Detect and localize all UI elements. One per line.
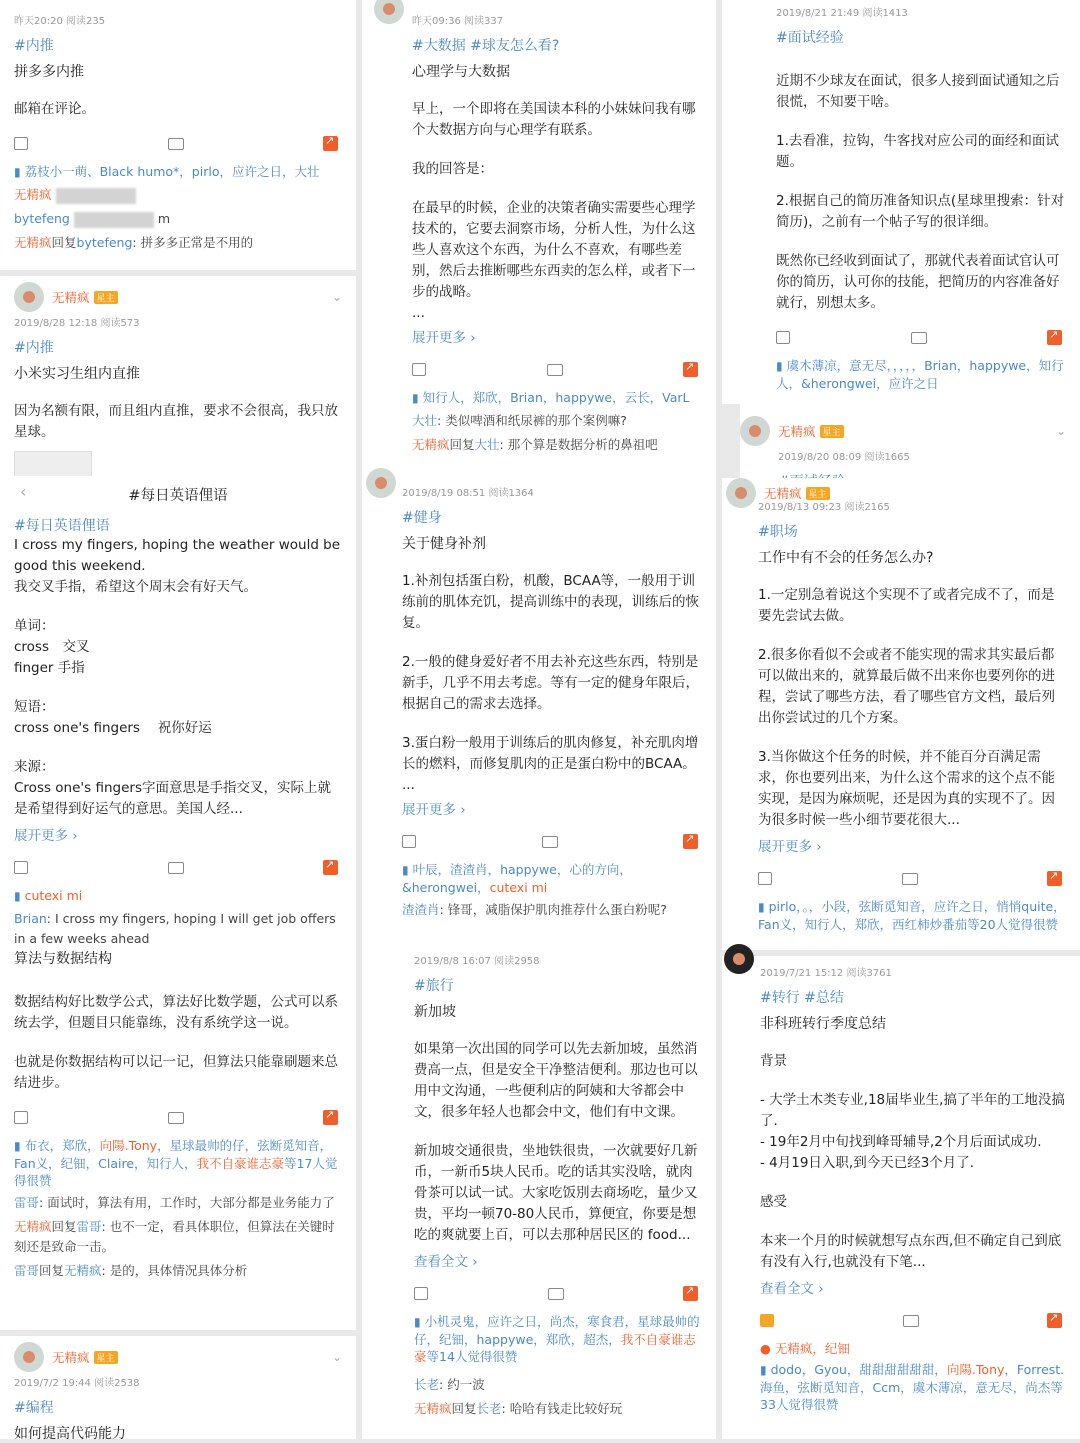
post-body: 近期不少球友在面试，很多人接到面试通知之后很慌，不知要干啥。 [776,73,1060,110]
post-body: 因为名额有限，而且组内直推，要求不会很高，我只放星球。 [14,403,338,440]
likes-list: ▮ cutexi mi [14,888,83,903]
owner-badge: 星主 [820,425,844,438]
post-actions [758,871,1066,886]
post-header [740,416,1066,446]
post-card-coding [0,1336,356,1442]
like-icon[interactable] [14,1111,28,1124]
post-header [14,1342,342,1372]
blurred-text [74,212,154,228]
comment-icon[interactable] [168,138,184,150]
thumb-up-icon: ▮ [758,900,765,914]
expand-more-link[interactable]: 展开更多 › [14,828,78,844]
post-tag[interactable]: #每日英语俚语 [14,518,110,534]
post-meta: 2019/8/13 09:23 阅读2165 [758,502,890,513]
post-card-interview [722,0,1080,404]
post-body: 1.一定别急着说这个实现不了或者完成不了，而是要先尝试去做。 [758,587,1055,624]
post-meta: 2019/8/8 16:07 阅读2958 [414,956,540,967]
post-body: 1.去看准，拉钩，牛客找对应公司的面经和面试题。 [776,133,1059,170]
like-icon[interactable] [758,872,772,885]
post-meta: 2019/7/2 19:44 阅读2538 [14,1378,140,1389]
owner-badge: 星主 [94,1351,118,1364]
comment: 大壮: 类似啤酒和纸尿裤的那个案例嘛? [412,413,627,428]
likes-top: ● 无精疯，纪钿 [760,1341,850,1356]
like-icon[interactable] [402,835,416,848]
comment: 无精疯回复长老: 哈哈有钱走比较好玩 [414,1401,623,1416]
post-meta: 昨天20:20 阅读235 [14,16,106,27]
post-body: 既然你已经收到面试了，那就代表着面试官认可你的简历，认可你的技能，把简历的内容准备好就行，别想太多。 [776,253,1060,311]
post-actions [776,330,1066,345]
post-actions [14,860,342,875]
ellipsis: ... [412,305,425,321]
post-tag[interactable]: #面试经验 [776,30,844,46]
share-icon[interactable] [1047,330,1062,345]
likes-list: ▮ pirlo，。，小段，弦断觅知音，应许之日，悄悄quite，Fan义，知行人，郑欣，西红柿炒番茄等20人觉得很赞 [758,899,1066,932]
post-tag[interactable]: #内推 [14,340,54,356]
avatar[interactable] [14,1342,44,1372]
comment-icon[interactable] [903,1315,919,1327]
comment: 无精疯 [14,185,342,205]
page-title: #每日英语俚语 [128,488,228,504]
post-body: 我的回答是： [412,161,493,177]
post-meta: 2019/8/28 12:18 阅读573 [14,318,140,329]
post-title: 非科班转行季度总结 [760,1016,886,1032]
share-icon[interactable] [683,362,698,377]
username[interactable]: 无精疯 [764,486,802,501]
share-icon[interactable] [1047,871,1062,886]
thumb-up-icon: ▮ [14,889,21,903]
post-title: 工作中有不会的任务怎么办? [758,550,934,566]
expand-more-link[interactable]: 展开更多 › [758,839,822,855]
vocab-label: 单词： [14,618,55,634]
post-body: 数据结构好比数学公式，算法好比数学题，公式可以系统去学，但题目只能靠练，没有系统学这一说。 [14,994,338,1031]
post-body: - 大学土木类专业,18届毕业生,搞了半年的工地没搞了. [760,1092,1065,1129]
post-actions [14,136,342,151]
comment: 无精疯回复大壮: 那个算是数据分析的鼻祖吧 [412,437,658,452]
comment: 无精疯回复雷哥: 也不一定，看具体职位，但算法在关键时刻还是致命一击。 [14,1219,335,1254]
post-body: 邮箱在评论。 [14,101,95,117]
thumb-up-icon: ▮ [402,863,409,877]
post-card-xiaomi [0,276,356,476]
post-meta: 2019/7/21 15:12 阅读3761 [760,968,892,979]
thumb-up-icon: ▮ [412,391,419,405]
post-card-interview-2 [740,404,1080,478]
post-tag[interactable]: #大数据 #球友怎么看? [412,38,560,54]
post-header [14,282,342,312]
username[interactable]: 无精疯 [52,290,90,305]
thumb-up-icon: ▮ [776,359,783,373]
post-body: 2.根据自己的简历准备知识点(星球里搜索：针对简历)，之前有一个帖子写的很详细。 [776,193,1065,230]
share-icon[interactable] [323,1110,338,1125]
post-tag[interactable]: #转行 #总结 [760,990,844,1006]
post-card-singapore [362,956,716,1439]
post-meta: 2019/8/20 08:09 阅读1665 [778,452,910,463]
page-header [14,476,342,513]
post-card-pdd [0,0,356,270]
likes-list: ▮ 虞木薄凉，意无尽，，，，，Brian，happywe，知行人，&herongwei，应许之日 [776,358,1064,391]
post-body: - 4月19日入职,到今天已经3个月了. [760,1155,975,1171]
avatar[interactable] [14,282,44,312]
ellipsis: ... [402,777,415,793]
comment-icon[interactable] [547,364,563,376]
comment: 无精疯回复bytefeng: 拼多多正常是不用的 [14,235,254,250]
vocab-item: cross 交叉 [14,639,90,655]
like-orange-icon: ● [760,1341,771,1356]
post-body: 本来一个月的时候就想写点东西,但不确定自己到底有没有入行,也就没有下笔... [760,1233,1062,1270]
post-actions [412,362,702,377]
username[interactable]: 无精疯 [778,424,816,439]
owner-badge: 星主 [94,291,118,304]
comment: 雷哥: 面试时，算法有用，工作时，大部分都是业务能力了 [14,1195,335,1210]
post-title: 心理学与大数据 [412,64,510,80]
post-body: 如果第一次出国的同学可以先去新加坡，虽然消费高一点，但是安全干净整洁便利。那边也可以用中文沟通，一些便利店的阿姨和大爷都会中文，很多年轻人也都会中文，他们有中文课。 [414,1041,698,1120]
post-title: 新加坡 [414,1004,456,1020]
post-card-algorithm [0,951,356,1330]
like-icon[interactable] [776,331,790,344]
section-heading: 感受 [760,1194,787,1210]
post-body: 2.一般的健身爱好者不用去补充这些东西，特别是新手，几乎不用去考虑。等有一定的健身年限后，根据自己的需求去选择。 [402,654,699,712]
expand-more-link[interactable]: 展开更多 › [402,802,466,818]
phrase-item: cross one's fingers 祝你好运 [14,720,212,736]
post-card-fitness [362,478,716,956]
like-icon[interactable] [14,137,28,150]
share-icon[interactable] [323,136,338,151]
post-title: 如何提高代码能力 [14,1426,126,1442]
view-full-link[interactable]: 查看全文 › [414,1254,478,1270]
likes-list: ▮ 荔枝小一萌、Black humo*，pirlo，应许之日，大壮 [14,164,320,179]
avatar[interactable] [724,944,754,974]
blurred-text [56,188,136,204]
comment-icon[interactable] [168,1112,184,1124]
post-tag[interactable]: #内推 [14,38,54,54]
vocab-item: finger 手指 [14,660,85,676]
post-body: 新加坡交通很贵，坐地铁很贵，一次就要好几新币，一新币5块人民币。吃的话其实没啥，就肉骨茶可以试一试。大家吃饭別去商场吃，量少又贵，平均一顿70-80人民币，算便宜，你要是想吃的爽就要上百，可以去那种居民区的 food... [414,1143,698,1243]
likes-list: ▮ 布衣，郑欣，向陽.Tony，星球最帅的仔，弦断觅知音，Fan义，纪钿，Claire，知行人，我不自豪谁志豪等17人觉得很赞 [14,1138,338,1188]
owner-badge: 星主 [806,487,830,500]
post-actions [402,834,702,849]
avatar[interactable] [740,416,770,446]
chevron-down-icon[interactable]: ⌄ [1055,424,1066,438]
comment-icon[interactable] [902,873,918,885]
source-text: Cross one's fingers字面意思是手指交叉，实际上就是希望得到好运气的意思。美国人经... [14,780,331,817]
post-meta: 2019/8/19 08:51 阅读1364 [402,488,534,499]
comment-icon[interactable] [168,862,184,874]
share-icon[interactable] [683,834,698,849]
expand-more-link[interactable]: 展开更多 › [412,330,476,346]
share-icon[interactable] [323,860,338,875]
share-icon[interactable] [683,1286,698,1301]
comment-icon[interactable] [548,1288,564,1300]
like-icon[interactable] [14,861,28,874]
post-tag[interactable]: #旅行 [414,978,454,994]
like-icon[interactable] [760,1314,774,1327]
likes-list: ▮ 知行人，郑欣，Brian，happywe，云长，VarL [412,390,690,405]
thumb-up-icon: ▮ [14,1139,21,1153]
comment: Brian: I cross my fingers, hoping I will get job offers in a few weeks ahead [14,911,336,946]
post-body: 3.蛋白粉一般用于训练后的肌肉修复，补充肌肉增长的燃料，而修复肌肉的正是蛋白粉中的BCAA。 [402,735,699,772]
thumb-up-icon: ▮ [760,1363,767,1377]
post-title: 小米实习生组内直推 [14,366,140,382]
post-body: 3.当你做这个任务的时候，并不能百分百满足需求，你也要列出来，为什么这个需求的这个点不能实现，是因为麻烦呢，还是因为真的实现不了。因为很多时候一些小细节要花很大... [758,749,1055,828]
post-card-english [0,476,356,956]
post-body-en: I cross my fingers, hoping the weather would be good this weekend. [14,537,341,574]
post-title: 算法与数据结构 [14,951,112,967]
post-body: 1.补剂包括蛋白粉，机酸，BCAA等，一般用于训练前的肌体充饥，提高训练中的表现，训练后的恢复。 [402,573,699,631]
comment: 雷哥回复无精疯: 是的，具体情况具体分析 [14,1263,248,1278]
post-tag[interactable]: #编程 [14,1400,54,1416]
likes-list: ▮ 叶辰，渣渣肖，happywe，心的方向，&herongwei，cutexi mi [402,862,632,895]
avatar[interactable] [726,478,756,508]
phrase-label: 短语： [14,699,55,715]
thumb-up-icon: ▮ [414,1315,421,1329]
post-title: 关于健身补剂 [402,536,486,552]
comment-icon[interactable] [542,836,558,848]
like-icon[interactable] [412,363,426,376]
post-body: 也就是你数据结构可以记一记，但算法只能靠刷题来总结进步。 [14,1054,338,1091]
post-body: 2.很多你看似不会或者不能实现的需求其实最后都可以做出来的，就算最后做不出来你也要列你的进程，尝试了哪些方法，看了哪些官方文档，最后列出你尝试过的几个方案。 [758,647,1055,726]
post-tag[interactable]: #健身 [402,510,442,526]
post-actions [14,1110,342,1125]
comment: 长老: 约一波 [414,1377,485,1392]
back-icon[interactable]: ‹ [20,482,27,501]
post-body-zh: 我交叉手指，希望这个周末会有好天气。 [14,579,257,595]
share-icon[interactable] [1047,1313,1062,1328]
post-body: - 19年2月中旬找到峰哥辅导,2个月后面试成功. [760,1134,1042,1150]
post-tag[interactable]: #职场 [758,524,798,540]
post-card-bigdata [362,0,716,478]
likes-list: ▮ 小机灵鬼，应许之日，尚杰，寒食君，星球最帅的仔，纪钿，happywe，郑欣，超杰，我不自豪谁志豪等14人觉得很赞 [414,1314,700,1364]
post-body: 在最早的时候，企业的决策者确实需要些心理学技术的，它要去洞察市场，分析人性，为什么这些人喜欢这个东西，为什么不喜欢，有哪些差别，然后去推断哪些东西卖的怎么样，或者下一步的战略。 [412,200,696,300]
post-actions [414,1286,702,1301]
username[interactable]: 无精疯 [52,1350,90,1365]
likes-list: ▮ dodo，Gyou，甜甜甜甜甜甜，向陽.Tony，Forrest.海鱼，弦断觅知音，Ccm，虞木薄凉，意无尽，尚杰等33人觉得很赞 [760,1362,1065,1412]
avatar[interactable] [366,468,396,498]
post-card-workplace [722,478,1080,950]
post-actions [760,1313,1066,1328]
chevron-down-icon[interactable]: ⌄ [331,1350,342,1364]
post-meta: 昨天09:36 阅读337 [412,16,504,27]
comment-icon[interactable] [911,332,927,344]
post-meta: 2019/8/21 21:49 阅读1413 [776,8,908,19]
comment: 渣渣肖: 锋哥，减脂保护肌肉推荐什么蛋白粉呢? [402,902,667,917]
section-heading: 背景 [760,1053,787,1069]
post-title: 拼多多内推 [14,64,84,80]
view-full-link[interactable]: 查看全文 › [760,1281,824,1297]
comment: bytefeng m [14,211,171,226]
post-card-career-change [722,956,1080,1439]
source-label: 来源： [14,759,55,775]
like-icon[interactable] [414,1287,428,1300]
chevron-down-icon[interactable]: ⌄ [331,290,342,304]
post-body: 早上，一个即将在美国读本科的小妹妹问我有哪个大数据方向与心理学有联系。 [412,101,696,138]
thumb-up-icon: ▮ [14,165,21,179]
